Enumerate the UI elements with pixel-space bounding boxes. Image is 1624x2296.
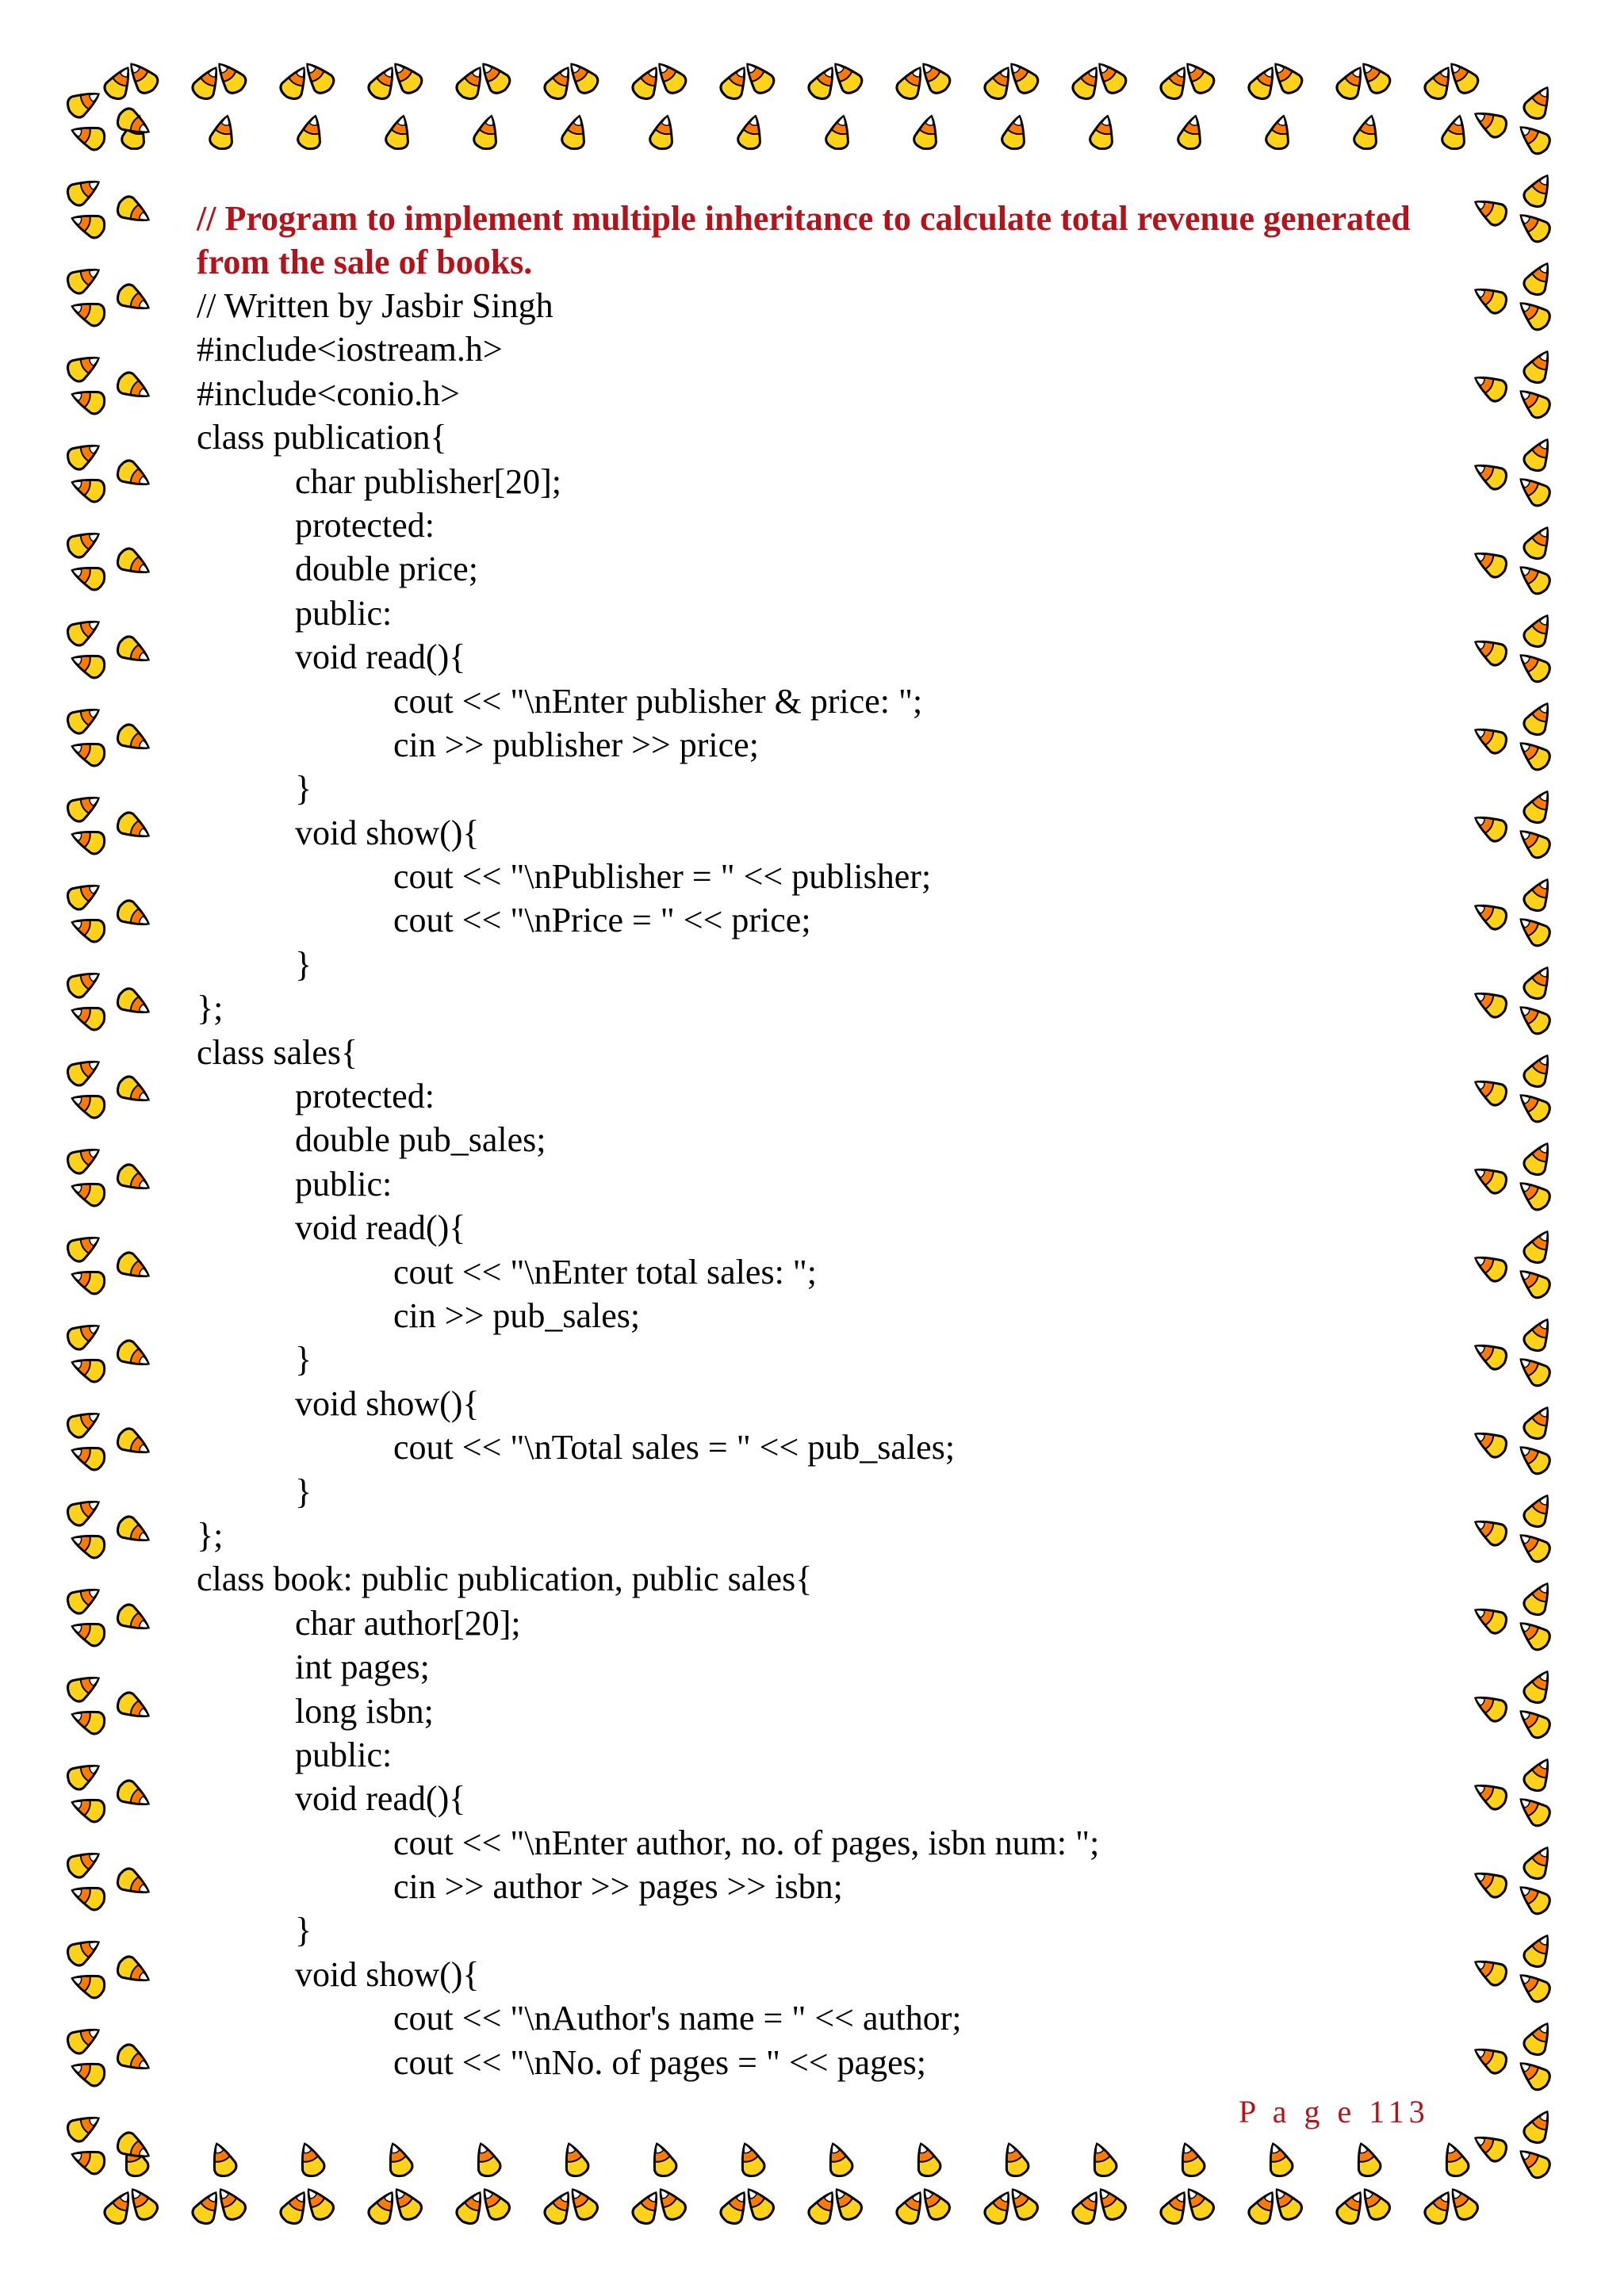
candy-corn-icon [558,2141,591,2179]
candy-corn-icon [69,1880,108,1912]
candy-corn-icon [1521,1226,1557,1266]
code-line: cout << "\nNo. of pages = " << pages; [393,2042,926,2082]
candy-corn-icon [69,1792,108,1824]
candy-corn-icon [1086,2141,1119,2179]
code-line: // Written by Jasbir Singh [197,286,553,325]
code-line: void read(){ [295,1208,466,1248]
candy-corn-icon [1470,1513,1510,1548]
candy-corn-icon [1264,113,1294,151]
candy-corn-icon [736,113,766,151]
candy-corn-icon [294,2141,327,2179]
candy-corn-icon [69,1440,108,1472]
candy-corn-icon [114,1337,154,1373]
candy-corn-icon [1521,786,1557,826]
candy-corn-icon [69,208,108,240]
candy-corn-icon [1521,698,1557,738]
candy-corn-icon [388,2183,425,2224]
candy-corn-icon [69,2144,108,2176]
candy-corn-icon [206,2141,239,2179]
code-line: public: [295,1735,393,1774]
candy-corn-icon [560,113,590,151]
candy-corn-icon [69,120,108,152]
candy-corn-icon [114,2042,154,2077]
candy-corn-icon [69,1968,108,2000]
candy-corn-icon [1514,1615,1553,1654]
candy-corn-icon [1470,545,1510,580]
candy-corn-icon [69,384,108,416]
candy-corn-icon [1514,1527,1553,1566]
candy-corn-icon [300,2183,337,2224]
code-line: }; [197,1515,224,1555]
candy-corn-icon [1470,457,1510,492]
candy-corn-icon [1440,113,1470,151]
candy-corn-icon [114,1249,154,1285]
candy-corn-icon [64,1493,104,1529]
candy-corn-icon [1514,1791,1553,1830]
candy-corn-icon [64,85,104,121]
candy-corn-icon [64,349,104,385]
candy-corn-icon [64,1581,104,1617]
candy-corn-icon [64,1933,104,1969]
candy-corn-icon [1470,1953,1510,1988]
candy-corn-icon [1470,105,1510,140]
candy-corn-icon [1521,1138,1557,1178]
candy-corn-icon [64,1317,104,1353]
candy-corn-icon [69,648,108,680]
candy-corn-icon [64,1053,104,1089]
candy-corn-icon [998,2141,1031,2179]
code-line: #include<conio.h> [197,373,460,413]
candy-corn-icon [114,1866,154,1901]
candy-corn-icon [69,736,108,768]
candy-corn-icon [1514,1175,1553,1214]
candy-corn-icon [69,1264,108,1296]
code-line: void read(){ [295,1779,466,1819]
code-line: } [295,1340,312,1380]
code-line: } [295,1911,312,1950]
code-line: #include<iostream.h> [197,330,503,369]
candy-corn-icon [64,877,104,913]
code-line: cout << "\nTotal sales = " << pub_sales; [393,1428,956,1468]
candy-corn-icon [1521,2019,1557,2058]
candy-corn-icon [1521,1578,1557,1618]
code-line: class publication{ [197,418,447,457]
candy-corn-icon [69,560,108,592]
candy-corn-icon [648,113,678,151]
candy-corn-icon [1514,1879,1553,1918]
candy-corn-icon [1521,1490,1557,1530]
code-line: public: [295,593,393,633]
candy-corn-icon [114,633,154,669]
candy-corn-icon [916,2183,953,2224]
candy-corn-icon [124,2183,161,2224]
candy-corn-icon [1092,2183,1129,2224]
candy-corn-icon [1470,633,1510,668]
candy-corn-icon [114,1073,154,1109]
candy-corn-icon [114,1161,154,1197]
candy-corn-icon [1514,383,1553,422]
candy-corn-icon [734,2141,767,2179]
candy-corn-icon [1521,874,1557,914]
candy-corn-icon [1470,1425,1510,1460]
candy-corn-icon [1521,258,1557,298]
candy-corn-icon [1470,369,1510,404]
candy-corn-icon [1470,985,1510,1020]
candy-corn-icon [1521,1050,1557,1090]
candy-corn-icon [1470,1865,1510,1900]
candy-corn-icon [64,261,104,297]
candy-corn-icon [64,437,104,473]
candy-corn-icon [114,809,154,845]
candy-corn-icon [64,789,104,825]
candy-corn-icon [912,113,942,151]
candy-corn-icon [1521,1843,1557,1882]
candy-corn-icon [1470,1249,1510,1284]
candy-corn-icon [1521,346,1557,386]
code-line: } [295,769,312,809]
candy-corn-icon [64,1229,104,1265]
candy-corn-icon [1356,2183,1393,2224]
code-line: class book: public publication, public sales{ [197,1559,813,1599]
candy-corn-icon [1521,434,1557,474]
candy-corn-icon [1470,1161,1510,1196]
candy-corn-icon [1350,2141,1383,2179]
candy-corn-icon [64,1669,104,1705]
candy-corn-icon [64,1141,104,1177]
code-line: cout << "\nPublisher = " << publisher; [393,857,932,897]
candy-corn-icon [822,2141,855,2179]
candy-corn-icon [1470,281,1510,316]
candy-corn-icon [1514,647,1553,686]
candy-corn-icon [1470,2041,1510,2076]
candy-corn-icon [1514,1967,1553,2006]
candy-corn-icon [1514,1087,1553,1126]
candy-corn-icon [212,2183,249,2224]
candy-corn-icon [69,2056,108,2088]
code-line: cin >> publisher >> price; [393,725,759,764]
candy-corn-icon [69,824,108,856]
candy-corn-icon [1521,2107,1557,2146]
candy-corn-icon [69,296,108,328]
candy-corn-icon [476,2183,513,2224]
candy-corn-icon [472,113,502,151]
candy-corn-icon [64,2021,104,2057]
code-line: int pages; [295,1647,430,1687]
code-line: protected: [295,505,435,545]
candy-corn-icon [114,545,154,581]
candy-corn-icon [1521,610,1557,650]
candy-corn-icon [114,1777,154,1813]
code-line: long isbn; [295,1691,434,1731]
document-title: // Program to implement multiple inheritance to calculate total revenue generated from the sale of books. [197,199,1411,281]
candy-corn-icon [1268,2183,1305,2224]
candy-corn-icon [1514,1439,1553,1478]
candy-corn-icon [470,2141,503,2179]
code-line: cout << "\nEnter total sales: "; [393,1252,817,1292]
candy-corn-icon [1514,1263,1553,1302]
candy-corn-icon [1521,962,1557,1002]
candy-corn-icon [824,113,854,151]
candy-corn-icon [1514,1351,1553,1390]
candy-corn-icon [64,1405,104,1441]
candy-corn-icon [910,2141,943,2179]
code-line: }; [197,989,224,1028]
code-block [197,284,1434,2084]
candy-corn-icon [1521,1931,1557,1970]
candy-corn-icon [1514,2055,1553,2094]
candy-corn-icon [208,113,238,151]
candy-corn-icon [1514,1703,1553,1742]
candy-corn-icon [114,1954,154,1989]
candy-corn-icon [1514,119,1553,158]
candy-corn-icon [64,173,104,209]
candy-corn-icon [1514,207,1553,246]
candy-corn-icon [1470,897,1510,932]
candy-corn-icon [64,701,104,737]
code-line: cin >> pub_sales; [393,1295,641,1335]
candy-corn-icon [1088,113,1118,151]
candy-corn-icon [1521,1402,1557,1442]
code-line: } [295,1471,312,1511]
candy-corn-icon [114,1689,154,1725]
code-line: cin >> author >> pages >> isbn; [393,1867,843,1907]
candy-corn-icon [114,1513,154,1549]
candy-corn-icon [114,457,154,493]
candy-corn-icon [114,721,154,757]
candy-corn-icon [1470,193,1510,228]
code-line: double pub_sales; [295,1120,546,1160]
candy-corn-icon [646,2141,679,2179]
candy-corn-icon [69,1704,108,1736]
code-line: cout << "\nEnter publisher & price: "; [393,681,923,721]
candy-corn-icon [114,369,154,405]
code-line: class sales{ [197,1032,358,1072]
candy-corn-icon [64,1845,104,1881]
candy-corn-icon [382,2141,415,2179]
candy-corn-icon [1470,1689,1510,1724]
candy-corn-icon [1514,999,1553,1038]
candy-corn-icon [1470,1777,1510,1812]
candy-corn-icon [296,113,326,151]
candy-corn-icon [114,193,154,229]
candy-corn-icon [1514,823,1553,862]
code-line: } [295,944,312,984]
page-number: P a g e 113 [1239,2094,1430,2130]
candy-corn-icon [114,1425,154,1461]
candy-corn-icon [384,113,414,151]
candy-corn-icon [652,2183,689,2224]
code-line: public: [295,1164,393,1203]
candy-corn-icon [1470,2129,1510,2164]
candy-corn-icon [1438,2141,1471,2179]
candy-corn-icon [69,1000,108,1032]
code-line: void show(){ [295,813,480,852]
candy-corn-icon [69,1176,108,1208]
candy-corn-icon [1470,721,1510,756]
document-body [197,197,1434,2084]
candy-corn-icon [564,2183,601,2224]
candy-corn-icon [69,912,108,944]
candy-corn-icon [69,1088,108,1120]
candy-corn-icon [1470,1337,1510,1372]
candy-corn-icon [114,1601,154,1637]
candy-corn-icon [1470,1073,1510,1108]
candy-corn-icon [1521,170,1557,210]
candy-corn-icon [1514,911,1553,950]
candy-corn-icon [64,1757,104,1793]
candy-corn-icon [1521,1667,1557,1706]
candy-corn-icon [1521,82,1557,122]
candy-corn-icon [1176,113,1206,151]
candy-corn-icon [828,2183,865,2224]
candy-corn-icon [64,965,104,1001]
candy-corn-icon [1180,2183,1217,2224]
candy-corn-icon [1521,522,1557,562]
candy-corn-icon [114,985,154,1021]
code-line: char author[20]; [295,1603,521,1643]
candy-corn-icon [64,613,104,649]
candy-corn-icon [1521,1755,1557,1794]
code-line: void show(){ [295,1954,480,1994]
candy-corn-icon [69,472,108,504]
code-line: cout << "\nAuthor's name = " << author; [393,1999,962,2038]
candy-corn-icon [69,1528,108,1560]
code-line: cout << "\nPrice = " << price; [393,901,811,940]
candy-corn-icon [1000,113,1030,151]
candy-corn-icon [1262,2141,1295,2179]
candy-corn-icon [114,281,154,317]
candy-corn-icon [1514,2143,1553,2182]
candy-corn-icon [69,1616,108,1648]
candy-corn-icon [114,897,154,933]
candy-corn-icon [64,525,104,561]
candy-corn-icon [1352,113,1382,151]
candy-corn-icon [740,2183,777,2224]
candy-corn-icon [64,2109,104,2145]
candy-corn-icon [1004,2183,1041,2224]
code-line: void read(){ [295,637,466,677]
candy-corn-icon [1174,2141,1207,2179]
code-line: protected: [295,1077,435,1116]
candy-corn-icon [1514,559,1553,598]
candy-corn-icon [1470,809,1510,844]
candy-corn-icon [1514,471,1553,510]
code-line: double price; [295,549,478,589]
candy-corn-icon [69,1352,108,1384]
code-line: char publisher[20]; [295,461,561,501]
candy-corn-icon [1470,1601,1510,1636]
code-line: void show(){ [295,1383,480,1423]
candy-corn-icon [1514,735,1553,774]
candy-corn-icon [1514,295,1553,334]
code-line: cout << "\nEnter author, no. of pages, isbn num: "; [393,1823,1100,1862]
candy-corn-icon [1444,2183,1481,2224]
candy-corn-icon [1521,1314,1557,1354]
